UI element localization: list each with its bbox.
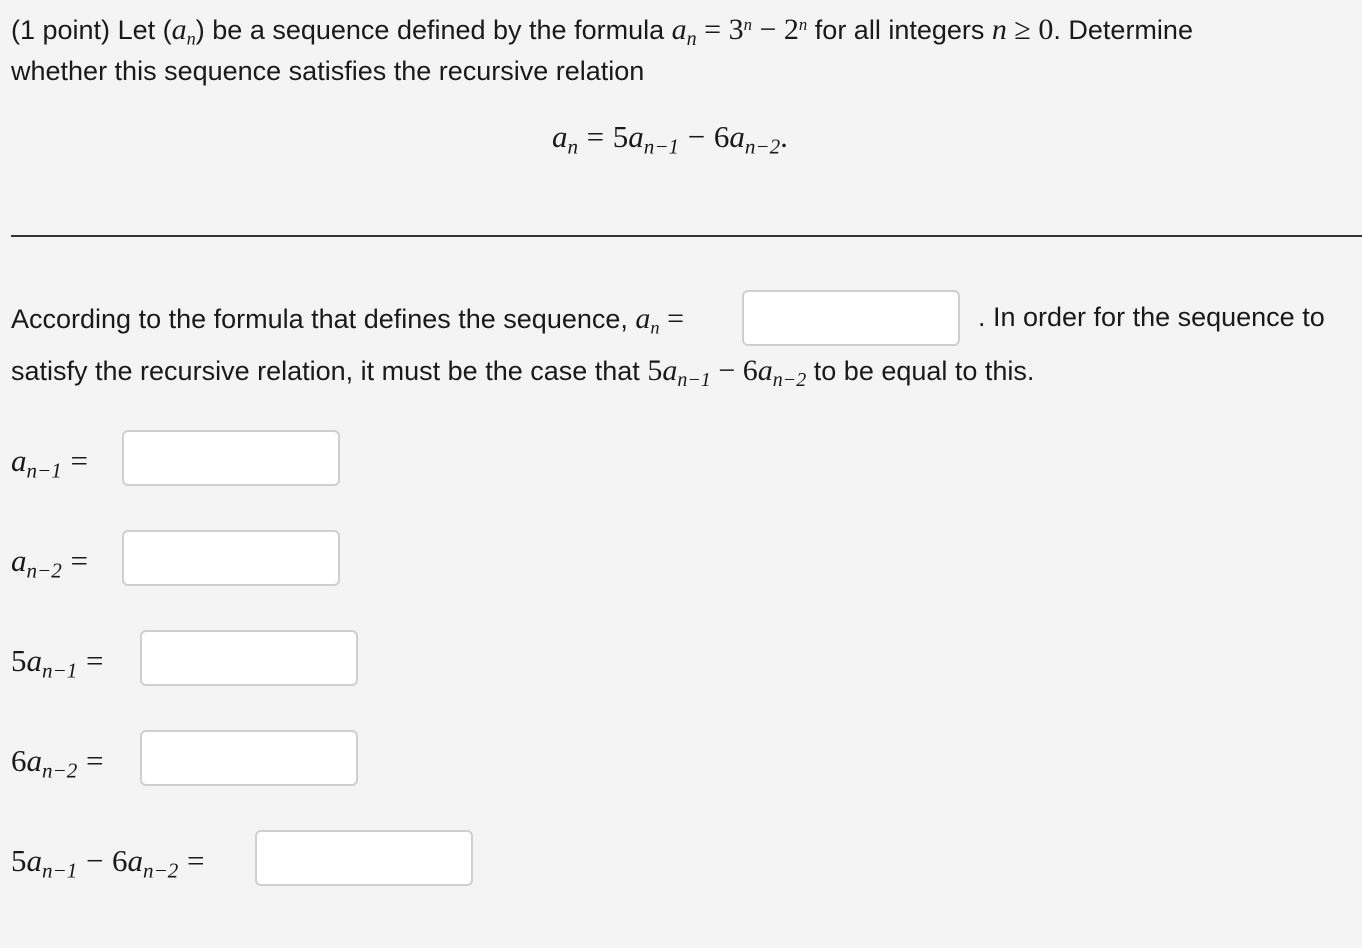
lbl2-eq: =	[70, 543, 88, 578]
line2-sub1: n−1	[677, 369, 711, 391]
answer-line-1	[11, 302, 685, 338]
formula-base2: 2	[783, 13, 799, 46]
intro-after: ) be a sequence defined by the formula	[195, 15, 665, 45]
rec-sub2: n−2	[744, 134, 781, 159]
label-a-n-minus-2	[11, 543, 88, 583]
five-a-n-minus-1-input[interactable]	[140, 630, 358, 686]
line2-coef2: 6	[742, 354, 758, 387]
section-divider	[11, 235, 1362, 237]
lbl5-coef1: 5	[11, 843, 27, 878]
label-5a-n-minus-1	[11, 643, 104, 683]
formula-exp1: n	[743, 14, 752, 34]
lbl3-var: a	[26, 643, 42, 678]
points-label: (1 point)	[11, 15, 111, 45]
lbl5-sub2: n−2	[143, 858, 179, 883]
seq-var: a	[171, 13, 187, 46]
lbl1-var: a	[11, 443, 27, 478]
lbl4-eq: =	[85, 743, 104, 778]
zero-value: 0	[1038, 13, 1054, 46]
problem-line-2	[11, 58, 644, 85]
lbl5-var1: a	[26, 843, 42, 878]
line2-coef1: 5	[647, 354, 663, 387]
answer-text2-before: satisfy the recursive relation, it must be the case that	[11, 356, 640, 386]
lbl5-coef2: 6	[112, 843, 128, 878]
label-combination	[11, 843, 205, 883]
lbl4-sub: n−2	[42, 758, 78, 783]
lbl1-eq: =	[70, 443, 88, 478]
determine-text: . Determine	[1053, 15, 1193, 45]
a-n-minus-2-input[interactable]	[122, 530, 340, 586]
rec-lhs-var: a	[552, 119, 568, 154]
line2-text: whether this sequence satisfies the recursive relation	[11, 56, 645, 86]
lbl4-var: a	[26, 743, 42, 778]
seq-sub: n	[186, 28, 196, 49]
formula-exp2: n	[798, 14, 808, 34]
n-var: n	[991, 13, 1007, 46]
answer-an-sub: n	[650, 317, 660, 338]
formula-base3: 3	[728, 13, 744, 46]
label-6a-n-minus-2	[11, 743, 104, 783]
lbl5-sub1: n−1	[42, 858, 78, 883]
rec-eq: =	[586, 119, 605, 154]
rec-sub1: n−1	[643, 134, 680, 159]
answer-text1-after: . In order for the sequence to	[978, 302, 1325, 332]
formula-minus: −	[759, 13, 777, 46]
lbl5-var2: a	[127, 843, 144, 878]
combination-input[interactable]	[255, 830, 473, 886]
answer-an-var: a	[635, 302, 651, 335]
rec-var1: a	[628, 119, 644, 154]
formula-var: a	[671, 13, 687, 46]
lbl3-sub: n−1	[42, 658, 78, 683]
answer-line-1-after	[978, 304, 1325, 331]
lbl3-coef: 5	[11, 643, 27, 678]
rec-lhs-sub: n	[567, 134, 579, 159]
formula-sub: n	[686, 28, 697, 50]
rec-var2: a	[729, 119, 745, 154]
lbl3-eq: =	[85, 643, 104, 678]
answer-line-2	[11, 354, 1035, 391]
a-n-minus-1-input[interactable]	[122, 430, 340, 486]
for-all-text: for all integers	[814, 15, 985, 45]
a-n-input[interactable]	[742, 290, 960, 346]
lbl4-coef: 6	[11, 743, 27, 778]
intro-before: Let (	[117, 15, 172, 45]
lbl5-eq: =	[186, 843, 205, 878]
line2-minus: −	[718, 354, 736, 387]
answer-text2-after: to be equal to this.	[813, 356, 1035, 386]
geq-sign: ≥	[1014, 13, 1031, 46]
label-a-n-minus-1	[11, 443, 88, 483]
rec-coef1: 5	[612, 119, 629, 154]
line2-var2: a	[757, 354, 773, 387]
answer-text1-before: According to the formula that defines the sequence,	[11, 304, 628, 334]
lbl1-sub: n−1	[26, 458, 62, 483]
lbl2-sub: n−2	[26, 558, 62, 583]
lbl5-minus: −	[85, 843, 104, 878]
six-a-n-minus-2-input[interactable]	[140, 730, 358, 786]
answer-an-eq: =	[667, 302, 685, 335]
line2-var1: a	[662, 354, 678, 387]
rec-period: .	[780, 119, 788, 154]
line2-sub2: n−2	[772, 369, 807, 391]
rec-coef2: 6	[713, 119, 730, 154]
formula-eq: =	[704, 13, 722, 46]
lbl2-var: a	[11, 543, 27, 578]
rec-minus: −	[687, 119, 706, 154]
recursion-display	[552, 119, 788, 159]
problem-line-1	[11, 13, 1193, 50]
